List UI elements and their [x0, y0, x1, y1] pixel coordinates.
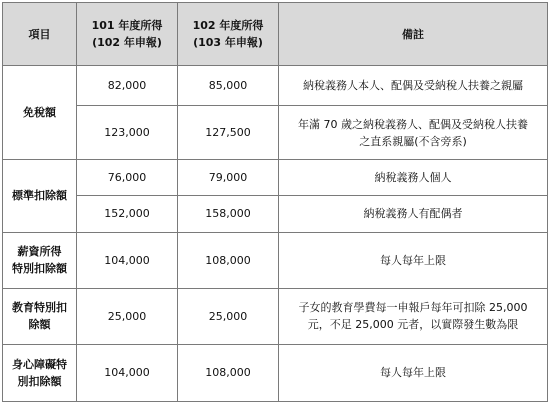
header-notes: 備註	[279, 3, 548, 66]
table-row	[3, 66, 548, 106]
note-cell: 每人每年上限	[279, 344, 548, 401]
row-label-disability-deduction: 身心障礙特 別扣除額	[3, 344, 77, 401]
table-row	[3, 288, 548, 344]
value-102: 79,000	[178, 160, 279, 196]
header-101-line1: 101 年度所得	[91, 19, 163, 33]
table-row	[3, 344, 548, 401]
header-102-line2: (103 年申報)	[193, 36, 263, 50]
note-cell: 子女的教育學費每一申報戶每年可扣除 25,000 元，不足 25,000 元者，以實際發生數為限	[279, 288, 548, 344]
row-label-standard-deduction: 標準扣除額	[3, 160, 77, 232]
row-label-exemption: 免稅額	[3, 66, 77, 160]
table-row	[3, 196, 548, 232]
row-label-salary-deduction: 薪資所得 特別扣除額	[3, 232, 77, 288]
value-101: 76,000	[77, 160, 178, 196]
value-101: 82,000	[77, 66, 178, 106]
header-101-line2: (102 年申報)	[92, 36, 162, 50]
value-101: 25,000	[77, 288, 178, 344]
value-102: 158,000	[178, 196, 279, 232]
note-cell: 年滿 70 歲之納稅義務人、配偶及受納稅人扶養 之直系親屬(不含旁系)	[279, 106, 548, 160]
note-cell: 納稅義務人有配偶者	[279, 196, 548, 232]
value-102: 108,000	[178, 232, 279, 288]
value-102: 85,000	[178, 66, 279, 106]
value-101: 152,000	[77, 196, 178, 232]
header-item: 項目	[3, 3, 77, 66]
value-101: 104,000	[77, 232, 178, 288]
value-101: 123,000	[77, 106, 178, 160]
row-label-education-deduction: 教育特別扣 除額	[3, 288, 77, 344]
value-102: 108,000	[178, 344, 279, 401]
value-101: 104,000	[77, 344, 178, 401]
table-row	[3, 232, 548, 288]
note-cell: 納稅義務人個人	[279, 160, 548, 196]
header-102-line1: 102 年度所得	[192, 19, 264, 33]
note-cell: 納稅義務人本人、配偶及受納稅人扶養之親屬	[279, 66, 548, 106]
header-row	[3, 3, 548, 66]
value-102: 25,000	[178, 288, 279, 344]
tax-deduction-table	[2, 2, 548, 402]
header-102-income	[178, 3, 279, 66]
value-102: 127,500	[178, 106, 279, 160]
note-cell: 每人每年上限	[279, 232, 548, 288]
table-row	[3, 106, 548, 160]
table-row	[3, 160, 548, 196]
header-101-income	[77, 3, 178, 66]
